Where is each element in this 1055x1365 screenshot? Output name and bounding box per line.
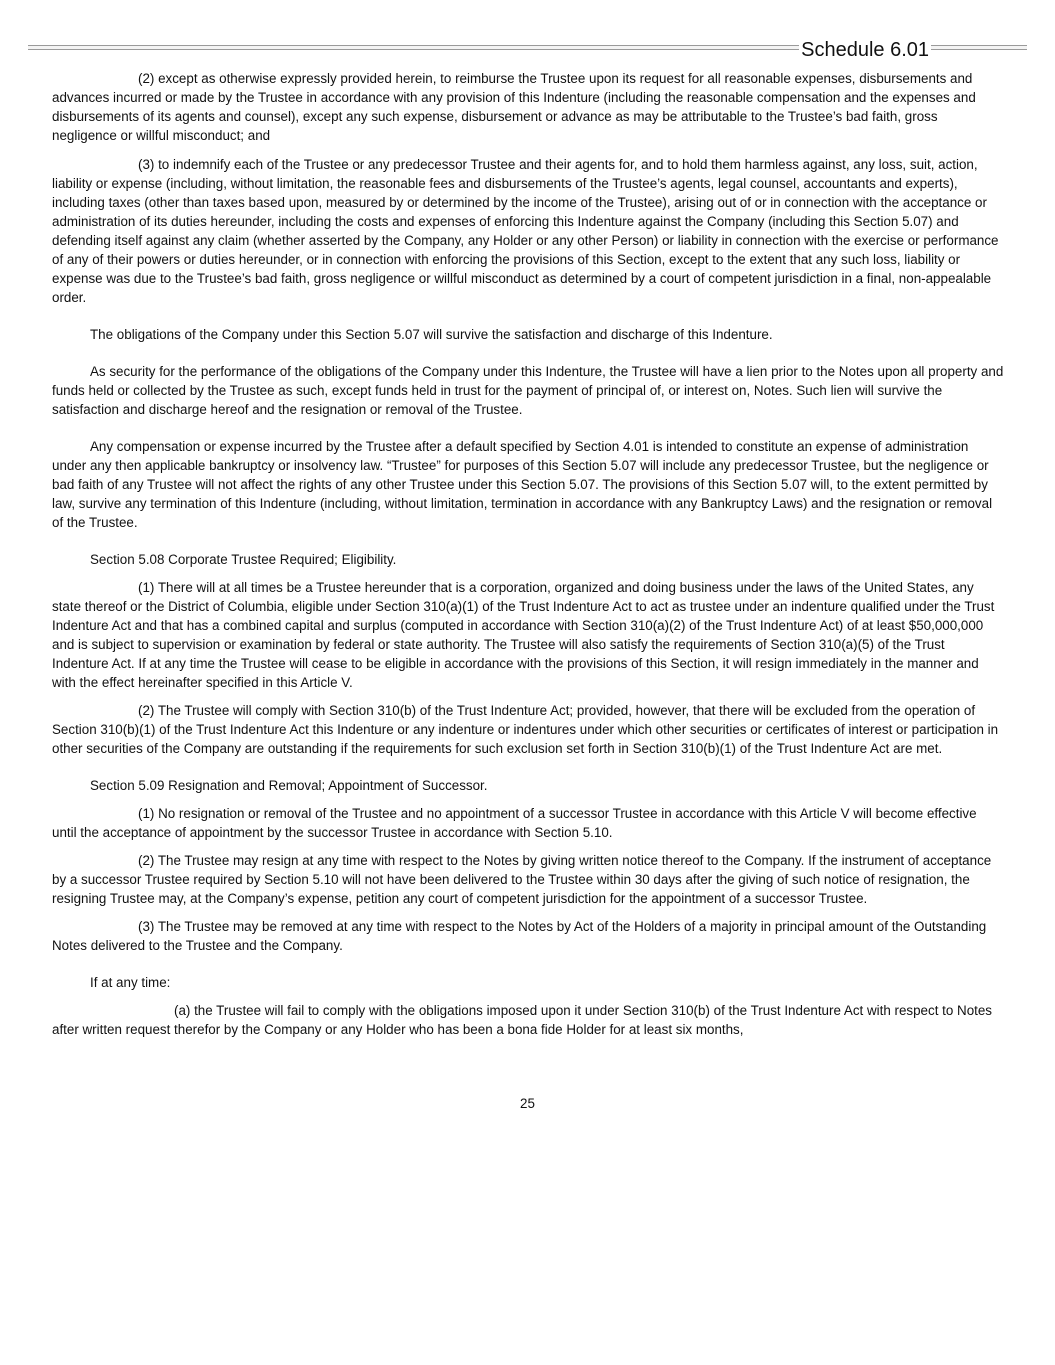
document-body: [52, 69, 1004, 1039]
paragraph-if-at-any-time: If at any time:: [90, 975, 171, 990]
paragraph-indemnify: (3) to indemnify each of the Trustee or any predecessor Trustee and their agents for, and to hold them harmless against, any loss, suit, action, liability or expense (including, without limitation, the reasonable fees and disbursements of the Trustee’s agents, legal counsel, accountants and experts), including taxes (other than taxes based upon, measured by or determined by the income of the Trustee), arising out of or in connection with the acceptance or administration of its duties hereunder, including the costs and expenses of enforcing this Indenture against the Company (including this Section 5.07) and defending itself against any claim (whether asserted by the Company, any Holder or any other Person) or liability in connection with the exercise or performance of any of their powers or duties hereunder, or in connection with enforcing the provisions of this Section, except to the extent that any such loss, liability or expense was due to the Trustee’s bad faith, gross negligence or willful misconduct as determined by a court of competent jurisdiction in a final, non-appealable order.: [52, 157, 999, 305]
paragraph-5-09-3: (3) The Trustee may be removed at any time with respect to the Notes by Act of the Holders of a majority in principal amount of the Outstanding Notes delivered to the Trustee and the Company.: [52, 919, 987, 953]
paragraph-5-08-1: (1) There will at all times be a Trustee hereunder that is a corporation, organized and doing business under the laws of the United States, any state thereof or the District of Columbia, eligible under Section 310(a)(1) of the Trust Indenture Act to act as trustee under an indenture qualified under the Trust Indenture Act and that has a combined capital and surplus (computed in accordance with Section 310(a)(2) of the Trust Indenture Act) of at least $50,000,000 and is subject to supervision or examination by federal or state authority. The Trustee will also satisfy the requirements of Section 310(a)(5) of the Trust Indenture Act. If at any time the Trustee will cease to be eligible in accordance with the provisions of this Section, it will resign immediately in the manner and with the effect hereinafter specified in this Article V.: [52, 580, 995, 690]
paragraph-obligations: The obligations of the Company under this Section 5.07 will survive the satisfaction and discharge of this Indenture.: [90, 327, 773, 342]
paragraph-5-08-2: (2) The Trustee will comply with Section 310(b) of the Trust Indenture Act; provided, however, that there will be excluded from the operation of Section 310(b)(1) of the Trust Indenture Act this Indenture or any indenture or indentures under which other securities or certificates of interest or participation in other securities of the Company are outstanding if the requirements for such exclusion set forth in Section 310(b)(1) of the Trust Indenture Act are met.: [52, 703, 999, 756]
section-heading-5-09: Section 5.09 Resignation and Removal; Appointment of Successor.: [90, 778, 488, 793]
paragraph-security: As security for the performance of the obligations of the Company under this Indenture, the Trustee will have a lien prior to the Notes upon all property and funds held or collected by the Trustee as such, except funds held in trust for the payment of principal of, or interest on, Notes. Such lien will survive the satisfaction and discharge hereof and the resignation or removal of the Trustee.: [52, 364, 1004, 417]
section-heading-5-08: Section 5.08 Corporate Trustee Required; Eligibility.: [90, 552, 397, 567]
schedule-label: Schedule 6.01: [801, 39, 929, 61]
paragraph-compensation: Any compensation or expense incurred by the Trustee after a default specified by Section 4.01 is intended to constitute an expense of administration under any then applicable bankruptcy or insolvency law. “Trustee” for purposes of this Section 5.07 will include any predecessor Trustee, but the negligence or bad faith of any Trustee will not affect the rights of any other Trustee under this Section 5.07. The provisions of this Section 5.07 will, to the extent permitted by law, survive any termination of this Indenture (including, without limitation, termination in accordance with any Bankruptcy Laws) and the resignation or removal of the Trustee.: [52, 439, 993, 530]
paragraph-item-a: (a) the Trustee will fail to comply with the obligations imposed upon it under Section 310(b) of the Trust Indenture Act with respect to Notes after written request therefor by the Company or any Holder who has been a bona fide Holder for at least six months,: [52, 1003, 992, 1037]
paragraph-5-09-1: (1) No resignation or removal of the Trustee and no appointment of a successor Trustee in accordance with this Article V will become effective until the acceptance of appointment by the successor Trustee in accordance with Section 5.10.: [52, 806, 977, 840]
paragraph-reimburse: (2) except as otherwise expressly provided herein, to reimburse the Trustee upon its request for all reasonable expenses, disbursements and advances incurred or made by the Trustee in accordance with any provision of this Indenture (including the reasonable compensation and the expenses and disbursements of its agents and counsel), except any such expense, disbursement or advance as may be attributable to the Trustee’s bad faith, gross negligence or willful misconduct; and: [52, 71, 976, 143]
paragraph-5-09-2: (2) The Trustee may resign at any time with respect to the Notes by giving written notice thereof to the Company. If the instrument of acceptance by a successor Trustee required by Section 5.10 will not have been delivered to the Trustee within 30 days after the giving of such notice of resignation, the resigning Trustee may, at the Company’s expense, petition any court of competent jurisdiction for the appointment of a successor Trustee.: [52, 853, 992, 906]
page-number: 25: [520, 1096, 535, 1111]
